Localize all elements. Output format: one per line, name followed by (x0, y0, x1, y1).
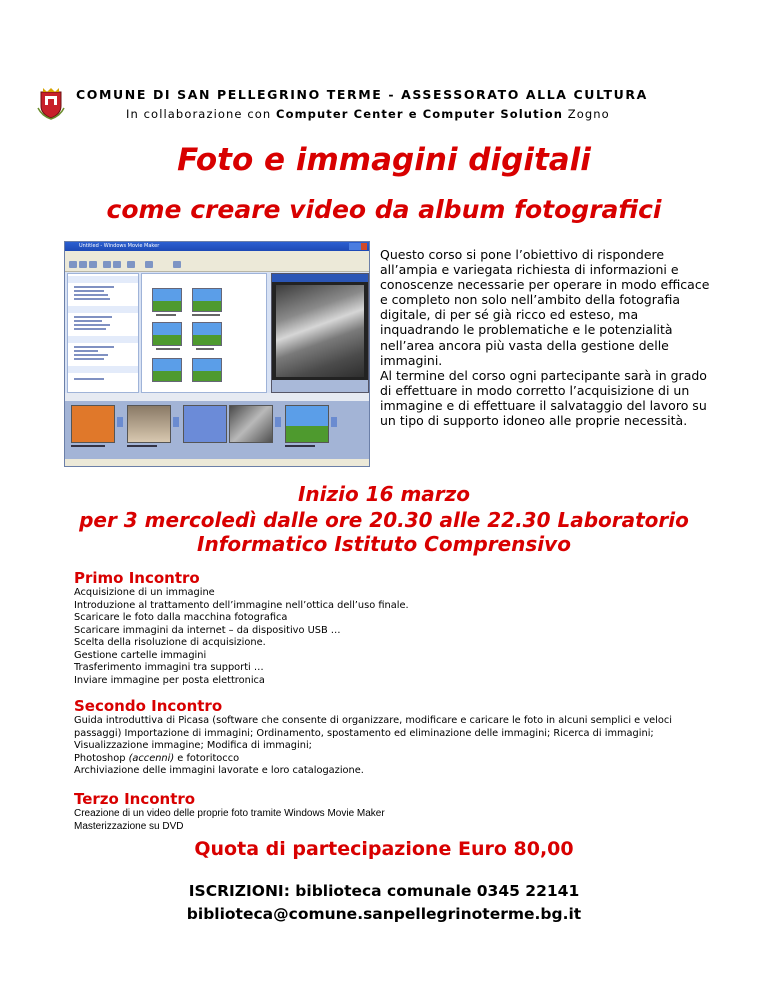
screenshot-menubar (65, 251, 369, 259)
photoshop-prefix: Photoshop (74, 752, 129, 764)
screenshot-storyboard (65, 393, 369, 459)
list-item: Inviare immagine per posta elettronica (74, 674, 265, 686)
screenshot-statusbar (65, 459, 369, 466)
screenshot-tasks-pane (67, 273, 139, 393)
screenshot-collection-pane (141, 273, 267, 393)
collab-partners: Computer Center e Computer Solution (276, 107, 564, 121)
list-item: Trasferimento immagini tra supporti … (74, 662, 264, 673)
registration-contact: ISCRIZIONI: biblioteca comunale 0345 22141 (188, 882, 580, 900)
section-body-secondo (74, 715, 714, 778)
list-item: Scaricare le foto dalla macchina fotografica (74, 612, 288, 623)
screenshot-preview-monitor (271, 273, 369, 393)
section-body-terzo (74, 808, 714, 833)
list-item: Scaricare immagini da internet – da dispositivo USB … (74, 624, 341, 636)
screenshot-titlebar (65, 242, 369, 251)
screenshot-window-title: Untitled - Windows Movie Maker (79, 243, 160, 249)
intro-paragraph-1: Questo corso si pone l’obiettivo di rispondere all’ampia e variegata richiesta di informazioni e conoscenze necessarie per operare in modo efficace e completo non solo nell’ambito della fotografia digitale, di per sé già ricco ed esteso, ma inquadrando le problematiche e le potenzialità nell’area ancora più vasta della gestione delle immagini. (380, 247, 710, 368)
section-heading-terzo: Terzo Incontro (74, 790, 196, 808)
schedule-times: per 3 mercoledì dalle ore 20.30 alle 22.30 Laboratorio (79, 508, 689, 532)
section-heading-primo: Primo Incontro (74, 569, 200, 587)
participation-fee: Quota di partecipazione Euro 80,00 (194, 838, 574, 860)
list-item: Creazione di un video delle proprie foto tramite Windows Movie Maker (74, 808, 385, 819)
course-description (380, 247, 710, 428)
archive-line: Archiviazione delle immagini lavorate e loro catalogazione. (74, 765, 364, 776)
collab-prefix: In collaborazione con (126, 107, 277, 121)
registration-email: biblioteca@comune.sanpellegrinoterme.bg.it (186, 905, 582, 923)
picasa-description: Guida introduttiva di Picasa (software che consente di organizzare, modificare e caricare le foto in alcuni semplici e veloci passaggi) Importazione di immagini; Ordinamento, spostamento ed eliminazione delle immagini; Ricerca di immagini; Visualizzazione immagine; Modifica di immagini; (74, 715, 672, 751)
photoshop-suffix: e fotoritocco (174, 752, 240, 764)
section-body-primo (74, 587, 714, 687)
list-item: Gestione cartelle immagini (74, 649, 207, 661)
coat-of-arms-logo (36, 86, 66, 120)
intro-paragraph-2: Al termine del corso ogni partecipante sarà in grado di effettuare in modo corretto l’acquisizione di un immagine e di effettuare il salvataggio del lavoro su un tipo di supporto idoneo alle proprie necessità. (380, 367, 707, 429)
collab-suffix: Zogno (563, 107, 610, 121)
screenshot-toolbar (65, 259, 369, 272)
page-title: Foto e immagini digitali (177, 142, 591, 178)
header-municipality: COMUNE DI SAN PELLEGRINO TERME - ASSESSORATO ALLA CULTURA (76, 87, 648, 102)
section-heading-secondo: Secondo Incontro (74, 697, 223, 715)
window-controls-icon (349, 243, 367, 250)
header-collaboration (126, 107, 610, 121)
list-item: Masterizzazione su DVD (74, 820, 184, 832)
schedule-location: Informatico Istituto Comprensivo (197, 532, 571, 556)
photoshop-note: (accenni) (128, 752, 175, 764)
page-subtitle: come creare video da album fotografici (106, 195, 662, 224)
list-item: Acquisizione di un immagine (74, 587, 215, 598)
photoshop-line (74, 753, 714, 766)
schedule-start: Inizio 16 marzo (297, 482, 471, 506)
movie-maker-screenshot (64, 241, 370, 467)
list-item: Scelta della risoluzione di acquisizione. (74, 637, 266, 648)
list-item: Introduzione al trattamento dell’immagine nell’ottica dell’uso finale. (74, 599, 409, 611)
